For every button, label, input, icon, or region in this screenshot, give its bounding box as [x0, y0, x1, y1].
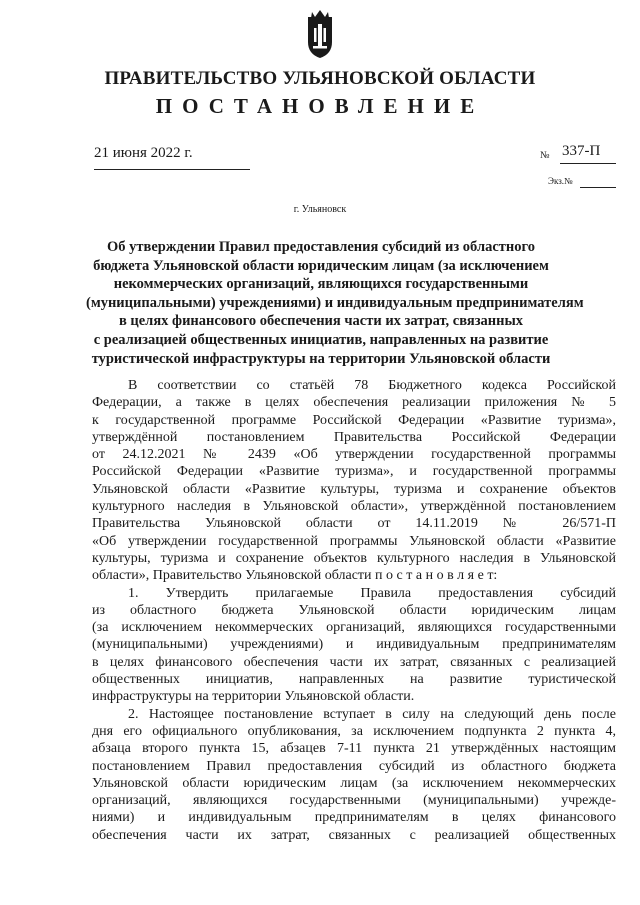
body-line: (муниципальными) учреждениями) и индивидуальным предпринимателям [92, 637, 616, 653]
body-line: утверждённой постановлением Правительства Российской Федерации [92, 429, 616, 445]
heading-line: бюджета Ульяновской области юридическим лицам (за исключением [93, 257, 549, 274]
date-underline [94, 169, 250, 170]
coat-of-arms-icon [302, 8, 338, 60]
body-line: инфраструктуры на территории Ульяновской области. [92, 689, 415, 705]
document-body [92, 377, 616, 844]
body-line: В соответствии со статьёй 78 Бюджетного кодекса Российской [128, 378, 616, 393]
body-line: Федерации, а также в целях обеспечения реализации приложения № 5 [92, 395, 616, 411]
heading-line: туристической инфраструктуры на территории Ульяновской области [91, 350, 551, 367]
number-underline [560, 163, 616, 164]
heading-line: в целях финансового обеспечения части их затрат, связанных [118, 313, 524, 330]
government-title: ПРАВИТЕЛЬСТВО УЛЬЯНОВСКОЙ ОБЛАСТИ [104, 68, 536, 89]
body-line: Ульяновской области юридическим лицам (за исключением некоммерческих [92, 775, 616, 791]
body-line: постановлением Правил предоставления субсидий из областного бюджета [92, 758, 616, 774]
document-type: ПОСТАНОВЛЕНИЕ [155, 94, 485, 118]
body-line: в целях финансового обеспечения части их затрат, связанных с реализацией [92, 654, 616, 670]
body-line: абзаца второго пункта 15, абзацев 7-11 пункта 21 утверждённых настоящим [92, 741, 616, 757]
document-number-block [540, 143, 616, 165]
body-line: области», Правительство Ульяновской области п о с т а н о в л я е т: [92, 568, 498, 584]
body-line: к государственной программе Российской Федерации «Развитие туризма», [92, 412, 616, 428]
body-line: ниями) и индивидуальным предпринимателям в целях финансового [92, 810, 616, 826]
body-line: (за исключением некоммерческих организаций, являющихся государственными [92, 620, 616, 636]
body-line: 2. Настоящее постановление вступает в силу на следующий день после [128, 706, 616, 722]
date-block [94, 145, 250, 170]
copy-label: Экз.№ [548, 176, 573, 186]
body-line: дня его официального опубликования, за исключением подпункта 2 пункта 4, [92, 723, 616, 739]
body-line: 1. Утвердить прилагаемые Правила предоставления субсидий [128, 585, 616, 601]
city: г. Ульяновск [293, 204, 347, 215]
body-line: культуры, туризма и сохранение объектов культурного наследия в Ульяновской [92, 550, 616, 566]
body-line: от 24.12.2021 № 2439 «Об утверждении государственной программы [92, 447, 616, 463]
document-date: 21 июня 2022 г. [94, 145, 193, 161]
heading-line: (муниципальными) учреждениями) и индивидуальным предпринимателям [86, 294, 584, 311]
body-line: организаций, являющихся государственными (муниципальными) учрежде- [92, 793, 616, 809]
document-heading [86, 238, 584, 368]
number-label: № [540, 150, 550, 161]
body-line: Ульяновской области «Развитие культуры, туризма и сохранение объектов [92, 481, 616, 497]
document-number: 337-П [562, 143, 601, 159]
heading-line: с реализацией общественных инициатив, направленных на развитие [93, 331, 549, 348]
body-line: обеспечения части их затрат, связанных с реализацией общественных [92, 827, 616, 843]
copy-underline [580, 187, 616, 188]
body-line: Российской Федерации «Развитие туризма», и государственной программы [92, 464, 616, 480]
body-line: «Об утверждении государственной программы Ульяновской области «Развитие [92, 533, 616, 549]
copy-number-block [548, 176, 616, 190]
body-line: Правительства Ульяновской области от 14.11.2019 № 26/571-П [92, 516, 616, 532]
heading-line: некоммерческих организаций, являющихся государственными [113, 276, 529, 293]
heading-line: Об утверждении Правил предоставления субсидий из областного [107, 239, 535, 255]
body-line: культурного наследия в Ульяновской области», утверждённой постановлением [92, 499, 616, 515]
body-line: общественных инициатив, направленных на развитие туристической [92, 672, 616, 688]
body-line: из областного бюджета Ульяновской области юридическим лицам [92, 602, 616, 618]
